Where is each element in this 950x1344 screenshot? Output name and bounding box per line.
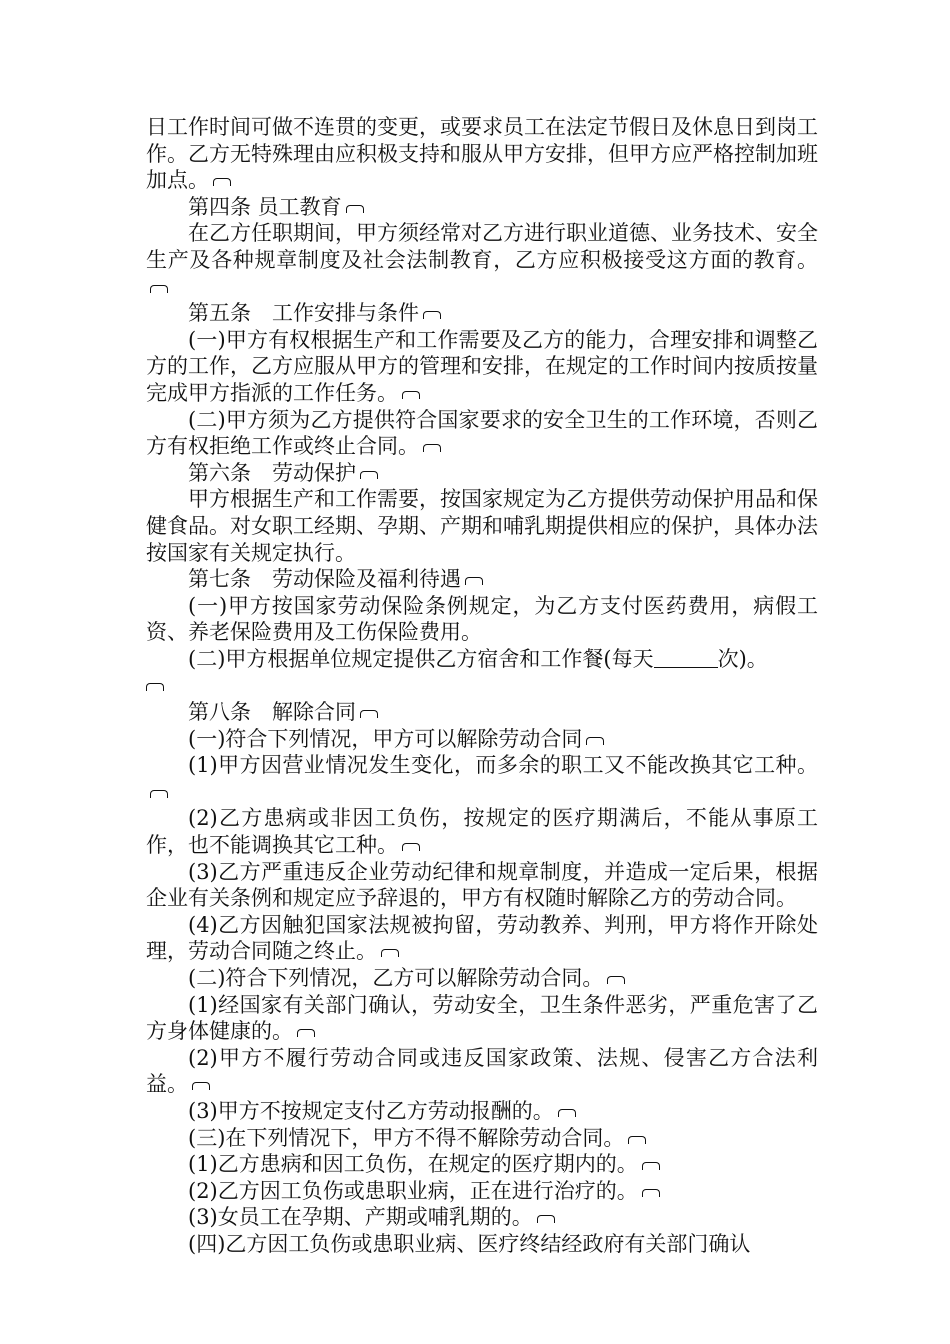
paragraph-mark-icon xyxy=(465,577,483,585)
paragraph: (3)女员工在孕期、产期或哺乳期的。 xyxy=(146,1204,818,1231)
paragraph: (1)乙方患病和因工负伤，在规定的医疗期内的。 xyxy=(146,1151,818,1178)
paragraph: (3)甲方不按规定支付乙方劳动报酬的。 xyxy=(146,1098,818,1125)
paragraph: (一)符合下列情况，甲方可以解除劳动合同 xyxy=(146,726,818,753)
paragraph-mark-icon xyxy=(423,311,441,319)
paragraph: 日工作时间可做不连贯的变更，或要求员工在法定节假日及休息日到岗工作。乙方无特殊理由应积极支持和服从甲方安排，但甲方应严格控制加班加点。 xyxy=(146,115,818,193)
paragraph-mark-icon xyxy=(213,178,231,186)
contract-body xyxy=(146,114,818,1258)
paragraph-mark-icon xyxy=(642,1189,660,1197)
paragraph: (2)乙方因工负伤或患职业病，正在进行治疗的。 xyxy=(146,1178,818,1205)
article-heading: 第四条 员工教育 xyxy=(146,194,818,221)
paragraph: (4)乙方因触犯国家法规被拘留，劳动教养、判刑，甲方将作开除处理，劳动合同随之终止。 xyxy=(146,912,818,964)
article-heading: 第五条 工作安排与条件 xyxy=(146,300,818,327)
paragraph-mark-icon xyxy=(381,949,399,957)
paragraph-mark-icon xyxy=(642,1162,660,1170)
paragraph: (四)乙方因工负伤或患职业病、医疗终结经政府有关部门确认 xyxy=(188,1231,751,1256)
paragraph-mark-icon xyxy=(360,471,378,479)
paragraph-mark-icon xyxy=(402,391,420,399)
paragraph: (二)甲方根据单位规定提供乙方宿舍和工作餐(每天 次)。 xyxy=(146,646,818,699)
paragraph: (1)甲方因营业情况发生变化，而多余的职工又不能改换其它工种。 xyxy=(146,752,818,805)
article-heading: 第八条 解除合同 xyxy=(146,699,818,726)
paragraph: (2)乙方患病或非因工负伤，按规定的医疗期满后，不能从事原工作，也不能调换其它工种。 xyxy=(146,806,818,858)
paragraph-mark-icon xyxy=(586,737,604,745)
paragraph: 在乙方任职期间，甲方须经常对乙方进行职业道德、业务技术、安全生产及各种规章制度及社会法制教育，乙方应积极接受这方面的教育。 xyxy=(146,220,818,300)
paragraph-mark-icon xyxy=(607,976,625,984)
paragraph-mark-icon xyxy=(297,1029,315,1037)
fill-in-blank[interactable] xyxy=(654,649,718,668)
paragraph-mark-icon xyxy=(150,285,168,293)
paragraph: (1)经国家有关部门确认，劳动安全，卫生条件恶劣，严重危害了乙方身体健康的。 xyxy=(146,992,818,1044)
paragraph: (一)甲方有权根据生产和工作需要及乙方的能力，合理安排和调整乙方的工作，乙方应服从甲方的管理和安排，在规定的工作时间内按质按量完成甲方指派的工作任务。 xyxy=(146,327,818,405)
article-heading: 第七条 劳动保险及福利待遇 xyxy=(146,566,818,593)
paragraph: (二)甲方须为乙方提供符合国家要求的安全卫生的工作环境，否则乙方有权拒绝工作或终止合同。 xyxy=(146,407,818,459)
paragraph-mark-icon xyxy=(537,1215,555,1223)
paragraph: (三)在下列情况下，甲方不得不解除劳动合同。 xyxy=(146,1125,818,1152)
paragraph: 甲方根据生产和工作需要，按国家规定为乙方提供劳动保护用品和保健食品。对女职工经期、孕期、产期和哺乳期提供相应的保护，具体办法按国家有关规定执行。 xyxy=(146,487,818,565)
paragraph-mark-icon xyxy=(146,683,164,691)
paragraph-mark-icon xyxy=(423,444,441,452)
paragraph: (2)甲方不履行劳动合同或违反国家政策、法规、侵害乙方合法利益。 xyxy=(146,1045,818,1097)
paragraph: (3)乙方严重违反企业劳动纪律和规章制度，并造成一定后果，根据企业有关条例和规定应予辞退的，甲方有权随时解除乙方的劳动合同。 xyxy=(146,859,818,911)
paragraph-mark-icon xyxy=(192,1082,210,1090)
paragraph-mark-icon xyxy=(628,1136,646,1144)
article-heading: 第六条 劳动保护 xyxy=(146,460,818,487)
paragraph: (一)甲方按国家劳动保险条例规定，为乙方支付医药费用，病假工资、养老保险费用及工伤保险费用。 xyxy=(146,593,818,645)
paragraph: (二)符合下列情况，乙方可以解除劳动合同。 xyxy=(146,965,818,992)
paragraph-mark-icon xyxy=(558,1109,576,1117)
paragraph-mark-icon xyxy=(402,843,420,851)
paragraph-mark-icon xyxy=(346,205,364,213)
paragraph-mark-icon xyxy=(150,790,168,798)
paragraph-mark-icon xyxy=(360,710,378,718)
